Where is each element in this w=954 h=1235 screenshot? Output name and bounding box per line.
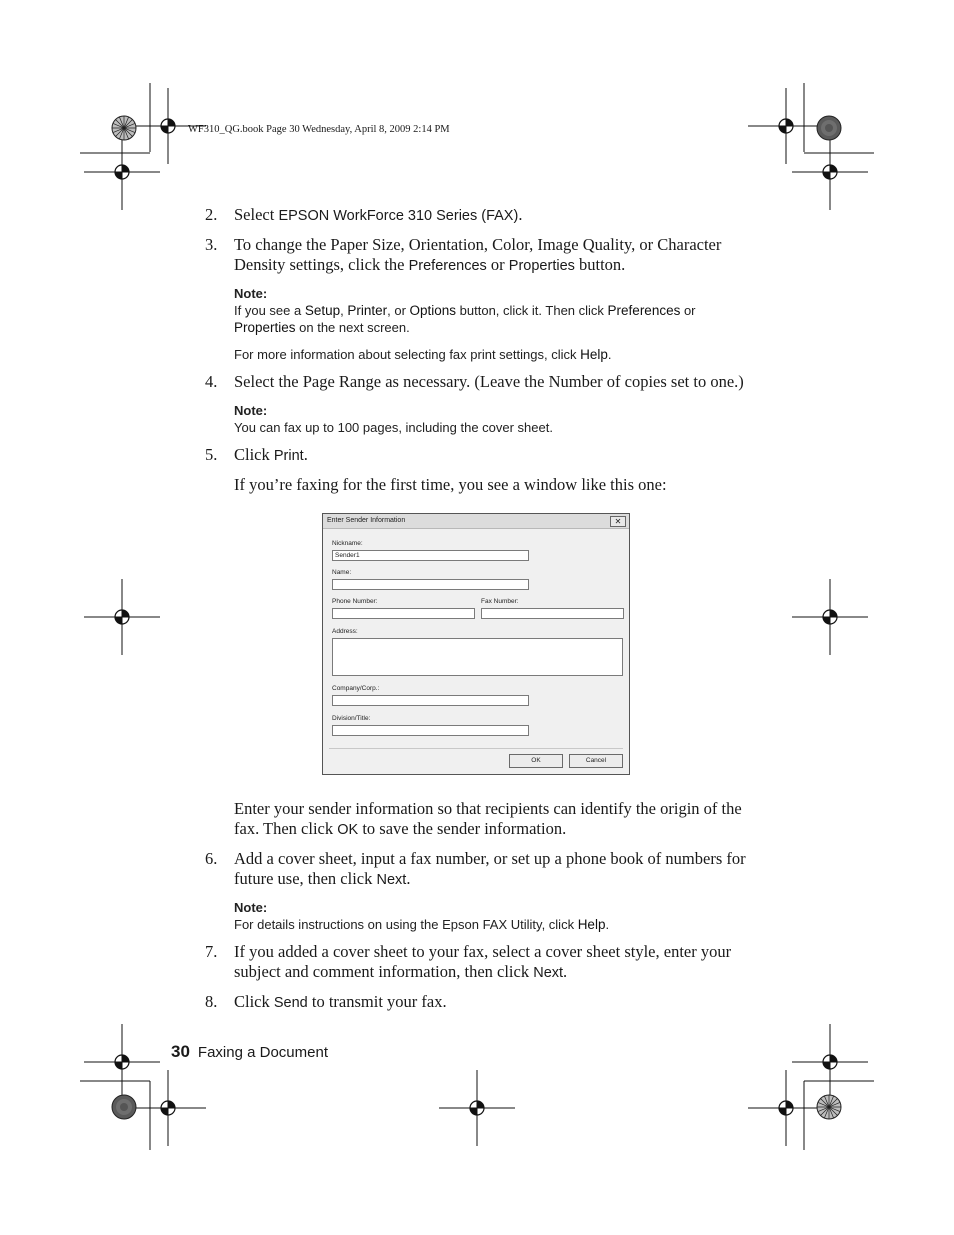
note-text: If you see a — [234, 303, 305, 318]
ui-term: Help — [580, 347, 608, 362]
cancel-button[interactable]: Cancel — [569, 754, 623, 768]
dark-disc-mark — [112, 1095, 136, 1119]
paragraph-first-time: If you’re faxing for the first time, you see a window like this one: — [234, 475, 667, 494]
page-number: 30 — [171, 1042, 190, 1061]
reg-mark — [792, 1024, 868, 1100]
step-number: 5. — [205, 445, 218, 464]
para-text: Enter your sender information so that recipients can identify the origin of the fax. Then click — [234, 799, 742, 838]
ui-term: Printer — [347, 303, 388, 318]
print-slug: WF310_QG.book Page 30 Wednesday, April 8, 2009 2:14 PM — [188, 124, 450, 135]
step-number: 6. — [205, 849, 218, 868]
note-text: button, click it. Then click — [456, 303, 608, 318]
starburst-mark — [817, 1095, 841, 1119]
dark-disc-mark — [817, 116, 841, 140]
reg-mark — [84, 134, 160, 210]
note-text: , or — [387, 303, 410, 318]
close-icon[interactable]: ✕ — [610, 516, 626, 527]
company-label: Company/Corp.: — [332, 685, 380, 692]
dialog-title: Enter Sender Information — [327, 517, 406, 524]
step-text: Select the Page Range as necessary. (Leave the Number of copies set to one.) — [234, 372, 744, 391]
address-label: Address: — [332, 628, 358, 635]
step-text: . — [303, 445, 308, 464]
step-text: button. — [574, 255, 626, 274]
ui-term: Next — [376, 872, 407, 888]
nickname-field[interactable]: Sender1 — [332, 550, 529, 561]
trim-lines — [80, 83, 874, 1150]
note-heading: Note: — [234, 900, 268, 915]
ui-term: Options — [409, 303, 457, 318]
reg-mark — [792, 579, 868, 655]
reg-mark — [439, 1070, 515, 1146]
note-text: You can fax up to 100 pages, including the cover sheet. — [234, 420, 553, 435]
note-text: on the next screen. — [295, 320, 410, 335]
step-text: . — [406, 869, 411, 888]
division-label: Division/Title: — [332, 715, 371, 722]
step-text: . — [563, 962, 568, 981]
ui-term: Print — [273, 448, 304, 464]
ui-term: Properties — [234, 320, 296, 335]
reg-mark — [84, 579, 160, 655]
step-number: 8. — [205, 992, 218, 1011]
step-text: . — [518, 205, 523, 224]
fax-label: Fax Number: — [481, 598, 519, 605]
note-text: . — [605, 917, 610, 932]
step-text: Click — [234, 445, 274, 464]
step-text: If you added a cover sheet to your fax, select a cover sheet style, enter your subject and comment information, then click — [234, 942, 732, 981]
step-number: 4. — [205, 372, 218, 391]
ui-term: Setup — [304, 303, 341, 318]
note-text: , — [340, 303, 348, 318]
starburst-mark — [112, 116, 136, 140]
step-number: 3. — [205, 235, 218, 254]
note-heading: Note: — [234, 286, 268, 301]
ui-term: Help — [577, 917, 606, 932]
ok-button[interactable]: OK — [509, 754, 563, 768]
step-text: Click — [234, 992, 274, 1011]
nickname-label: Nickname: — [332, 540, 363, 547]
reg-mark — [84, 1024, 160, 1100]
note-text: . — [607, 347, 612, 362]
para-text: to save the sender information. — [358, 819, 567, 838]
ui-term: Preferences — [607, 303, 681, 318]
note-text: For details instructions on using the Epson FAX Utility, click — [234, 917, 578, 932]
ui-term: OK — [337, 822, 359, 838]
name-label: Name: — [332, 569, 352, 576]
note-text: For more information about selecting fax print settings, click — [234, 347, 581, 362]
step-text: or — [486, 255, 509, 274]
section-title: Faxing a Document — [197, 1044, 328, 1061]
ui-term: Preferences — [408, 258, 487, 274]
step-number: 2. — [205, 205, 218, 224]
ui-term: Send — [273, 995, 308, 1011]
step-text: Add a cover sheet, input a fax number, or set up a phone book of numbers for future use, then click — [234, 849, 746, 888]
step-text: to transmit your fax. — [307, 992, 447, 1011]
ui-term: Properties — [508, 258, 575, 274]
step-text: Select — [234, 205, 279, 224]
reg-mark — [792, 134, 868, 210]
note-heading: Note: — [234, 403, 268, 418]
ui-term: Next — [533, 965, 564, 981]
ui-term: EPSON WorkForce 310 Series (FAX) — [278, 208, 519, 224]
note-text: or — [680, 303, 696, 318]
phone-label: Phone Number: — [332, 598, 378, 605]
step-text: To change the Paper Size, Orientation, Color, Image Quality, or Character Density settings, click the — [234, 235, 722, 274]
step-number: 7. — [205, 942, 218, 961]
